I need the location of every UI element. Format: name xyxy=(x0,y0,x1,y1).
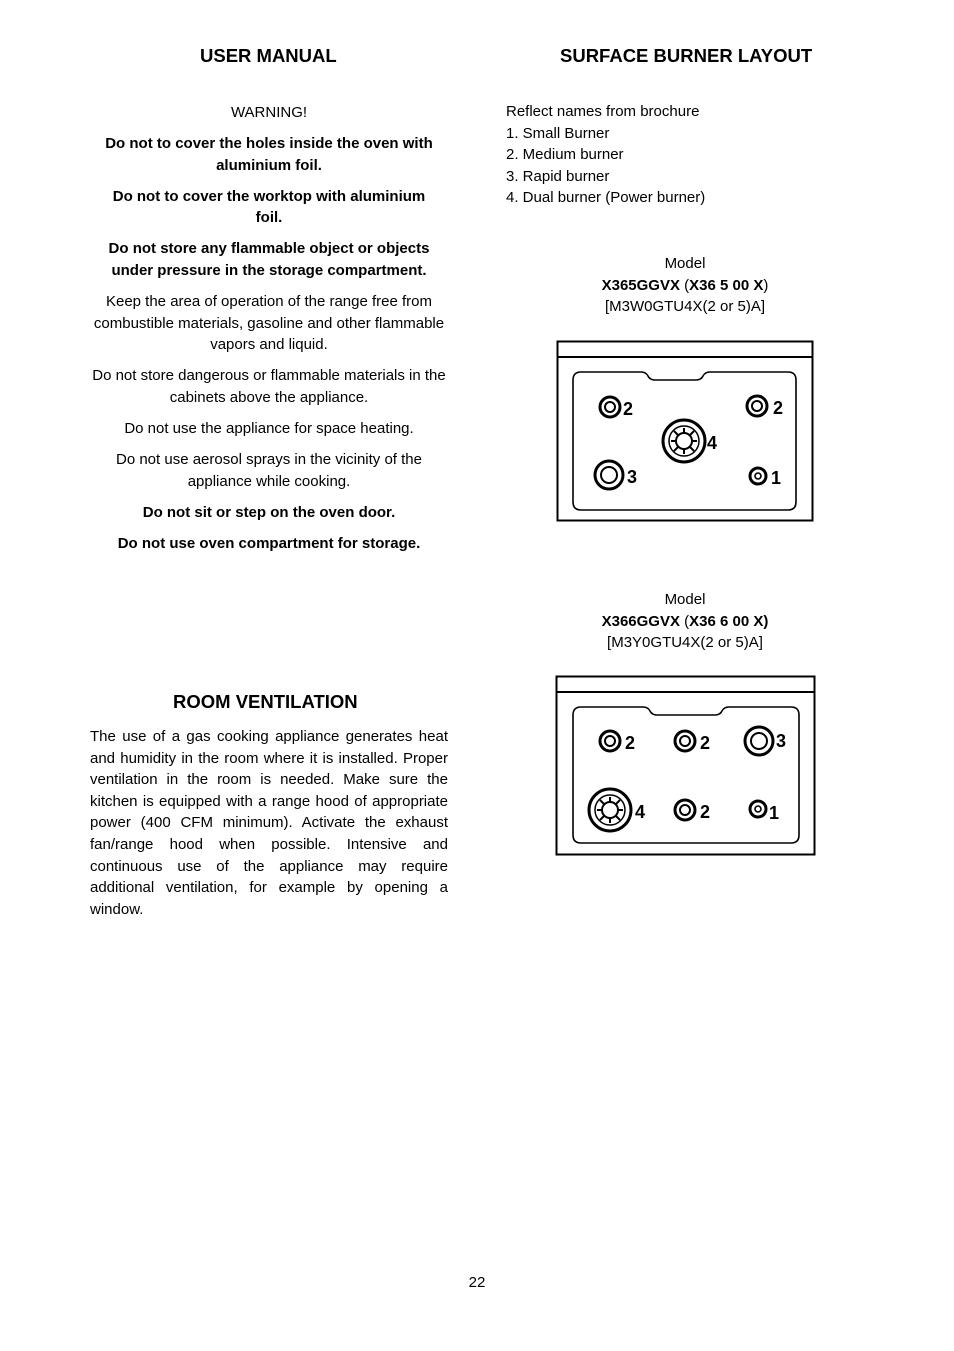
burner-number: 2 xyxy=(773,398,784,418)
burner-list-item: 4. Dual burner (Power burner) xyxy=(506,189,706,207)
warning-item: Do not use the appliance for space heating. xyxy=(124,420,414,438)
room-ventilation-title: ROOM VENTILATION xyxy=(173,691,358,712)
warning-item: Do not to cover the holes inside the oven with aluminium foil. xyxy=(105,135,433,174)
warning-item: Do not store any flammable object or objects under pressure in the storage compartment. xyxy=(108,240,430,280)
burner-list-item: 3. Rapid burner xyxy=(506,167,610,185)
burner-number: 1 xyxy=(771,468,782,488)
burner-list-intro: Reflect names from brochure xyxy=(506,103,700,120)
cooktop-diagram-5-burner xyxy=(556,340,814,522)
model-code: X366GGVX (X36 6 00 X) xyxy=(601,612,769,630)
burner-number: 2 xyxy=(700,802,711,822)
warning-item: Do not store dangerous or flammable materials in the cabinets above the appliance. xyxy=(92,367,446,407)
page-number: 22 xyxy=(468,1274,486,1291)
burner-number: 3 xyxy=(627,467,638,487)
warning-label: WARNING! xyxy=(230,104,308,121)
burner-list xyxy=(506,101,705,209)
burner-number: 4 xyxy=(635,802,646,822)
model-label: Model xyxy=(664,591,706,608)
warning-item: Keep the area of operation of the range free from combustible materials, gasoline and other flammable vapors and liquid. xyxy=(93,293,445,354)
warning-item: Do not sit or step on the oven door. xyxy=(142,503,396,521)
burner-number: 2 xyxy=(623,399,634,419)
burner-number: 1 xyxy=(769,803,780,823)
model-caption-1 xyxy=(506,253,864,318)
burner-number: 4 xyxy=(707,433,718,453)
burner-number: 2 xyxy=(700,733,711,753)
model-code: X365GGVX (X36 5 00 X) xyxy=(601,276,769,294)
burner-list-item: 2. Medium burner xyxy=(506,146,624,164)
model-variant: [M3Y0GTU4X(2 or 5)A] xyxy=(607,634,763,652)
burner-number: 3 xyxy=(776,731,787,751)
user-manual-title: USER MANUAL xyxy=(200,45,337,66)
model-variant: [M3W0GTU4X(2 or 5)A] xyxy=(604,298,766,316)
cooktop-diagram-6-burner xyxy=(555,675,816,856)
model-label: Model xyxy=(664,255,706,272)
burner-list-item: 1. Small Burner xyxy=(506,124,610,142)
model-caption-2 xyxy=(506,589,864,654)
warning-item: Do not use oven compartment for storage. xyxy=(117,535,421,552)
warning-item: Do not to cover the worktop with aluminium foil. xyxy=(112,187,426,227)
warning-item: Do not use aerosol sprays in the vicinity of the appliance while cooking. xyxy=(116,451,422,490)
burner-number: 2 xyxy=(625,733,636,753)
ventilation-paragraph: The use of a gas cooking appliance generates heat and humidity in the room where it is installed. Proper ventilation in the room is needed. Make sure the kitchen is equipped with a range hood of appropriate power (400 CFM minimum). Activate the exhaust fan/range hood when possible. Intensive and continuous use of the appliance may require additional ventilation, for example by opening a window. xyxy=(90,728,448,918)
surface-burner-layout-title: SURFACE BURNER LAYOUT xyxy=(560,45,813,66)
warning-block xyxy=(90,102,448,564)
